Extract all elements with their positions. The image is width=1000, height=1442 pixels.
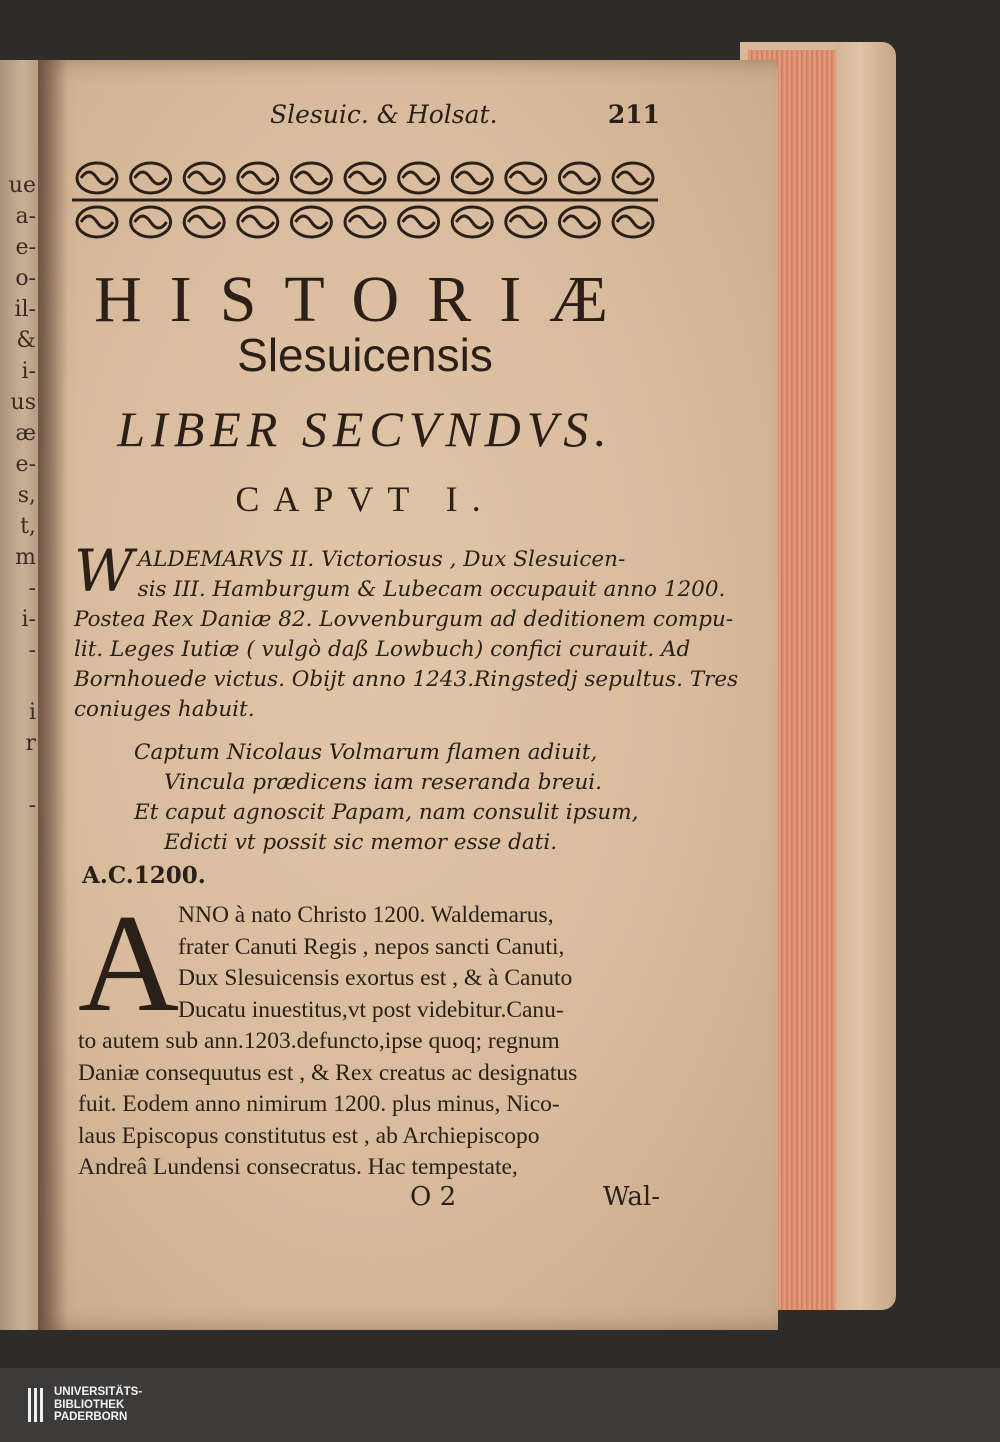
- margin-fragment: m: [15, 545, 36, 570]
- summary-initial: W: [74, 537, 134, 605]
- ornament-curl: [242, 216, 274, 228]
- ornament-curl: [188, 216, 220, 228]
- marginal-date: A.C.1200.: [82, 862, 206, 889]
- logo-line: UNIVERSITÄTS-: [54, 1386, 143, 1398]
- ornament-curl: [617, 216, 649, 228]
- running-head: [70, 100, 660, 140]
- ornament-curl: [81, 216, 113, 228]
- ornament-curl: [135, 216, 167, 228]
- body-text: [78, 886, 658, 1184]
- verse-block: [134, 738, 654, 858]
- margin-fragment: &: [16, 328, 36, 353]
- summary-line: coniuges habuit.: [74, 697, 255, 722]
- page-number: 211: [607, 100, 660, 129]
- margin-fragment: e-: [15, 235, 36, 260]
- margin-fragment: e-: [15, 452, 36, 477]
- summary-line: ALDEMARVS II. Victoriosus , Dux Slesuicen-: [137, 547, 626, 572]
- heading-book: LIBER SECVNDVS.: [117, 401, 613, 457]
- library-logo-text: [54, 1386, 142, 1424]
- chapter-summary: [74, 537, 739, 725]
- ornament-curl: [456, 172, 488, 184]
- summary-line: Postea Rex Daniæ 82. Lovvenburgum ad deditionem compu-: [74, 607, 734, 632]
- library-footer: [0, 1368, 1000, 1442]
- summary-line: lit. Leges Iutiæ ( vulgò daß Lowbuch) confici curauit. Ad: [74, 637, 691, 662]
- book-cover-edge: [836, 42, 896, 1310]
- heading-title: HISTORIÆ: [94, 263, 636, 336]
- verse-line: Captum Nicolaus Volmarum flamen adiuit,: [134, 740, 598, 765]
- gutter-shadow: [38, 60, 68, 1330]
- body-line: Dux Slesuicensis exortus est , & à Canuto: [178, 965, 573, 991]
- margin-fragment: -: [28, 576, 36, 601]
- ornament-curl: [563, 216, 595, 228]
- left-margin-fragments: [2, 170, 36, 821]
- ornament-curl: [135, 172, 167, 184]
- margin-fragment: o-: [15, 266, 36, 291]
- summary-line: sis III. Hamburgum & Lubecam occupauit anno 1200.: [137, 577, 726, 602]
- running-title: Slesuic. & Holsat.: [270, 100, 498, 129]
- body-line: Ducatu inuestitus,vt post videbitur.Canu-: [178, 996, 564, 1023]
- signature-mark: O 2: [410, 1182, 457, 1212]
- heading-subtitle: Slesuicensis: [237, 329, 493, 381]
- ornament-curl: [456, 216, 488, 228]
- previous-page-edge: [0, 60, 38, 1330]
- margin-fragment: [2, 666, 36, 697]
- ornament-curl: [295, 172, 327, 184]
- page-content: [70, 100, 739, 1212]
- margin-fragment: i: [28, 700, 36, 725]
- headpiece-ornament: [70, 152, 660, 248]
- margin-fragment: il-: [14, 297, 36, 322]
- ornament-curl: [295, 216, 327, 228]
- ornament-curl: [349, 172, 381, 184]
- ornament-curl: [403, 172, 435, 184]
- body-line: fuit. Eodem anno nimirum 1200. plus minus, Nico-: [78, 1091, 560, 1117]
- ornament-curl: [510, 172, 542, 184]
- body-line: Andreâ Lundensi consecratus. Hac tempestate,: [78, 1154, 518, 1180]
- ornament-curl: [242, 172, 274, 184]
- margin-fragment: -: [28, 793, 36, 818]
- margin-fragment: r: [25, 731, 36, 756]
- margin-fragment: t,: [20, 514, 36, 539]
- body-initial: A: [78, 886, 180, 1041]
- verse-line: Vincula prædicens iam reseranda breui.: [164, 770, 603, 795]
- ornament-curl: [81, 172, 113, 184]
- ornament-curl: [188, 172, 220, 184]
- margin-fragment: ue: [8, 173, 36, 198]
- logo-line: BIBLIOTHEK: [54, 1398, 125, 1411]
- verse-line: Et caput agnoscit Papam, nam consulit ipsum,: [134, 800, 639, 825]
- body-line: NNO à nato Christo 1200. Waldemarus,: [178, 902, 554, 928]
- heading-chapter: CAPVT I.: [235, 479, 495, 519]
- body-line: frater Canuti Regis , nepos sancti Canuti,: [178, 933, 565, 960]
- ornament-curl: [403, 216, 435, 228]
- margin-fragment: i-: [21, 607, 36, 632]
- logo-line: PADERBORN: [54, 1411, 128, 1423]
- body-line: to autem sub ann.1203.defuncto,ipse quoq; regnum: [78, 1028, 560, 1054]
- margin-fragment: s,: [17, 483, 36, 508]
- catchword: Wal-: [602, 1182, 660, 1212]
- summary-line: Bornhouede victus. Obijt anno 1243.Ringstedj sepultus. Tres: [74, 667, 739, 692]
- verse-line: Edicti vt possit sic memor esse dati.: [164, 830, 558, 855]
- body-line: laus Episcopus constitutus est , ab Archiepiscopo: [78, 1122, 540, 1149]
- margin-fragment: us: [10, 390, 36, 415]
- ornament-curl: [349, 216, 381, 228]
- body-line: Daniæ consequutus est , & Rex creatus ac designatus: [78, 1059, 578, 1086]
- margin-fragment: æ: [15, 421, 36, 446]
- margin-fragment: a-: [15, 204, 36, 229]
- ornament-curl: [563, 172, 595, 184]
- margin-fragment: [2, 759, 36, 790]
- library-logo-icon: [28, 1388, 46, 1426]
- ornament-curl: [617, 172, 649, 184]
- margin-fragment: i-: [21, 359, 36, 384]
- margin-fragment: -: [28, 638, 36, 663]
- ornament-curl: [510, 216, 542, 228]
